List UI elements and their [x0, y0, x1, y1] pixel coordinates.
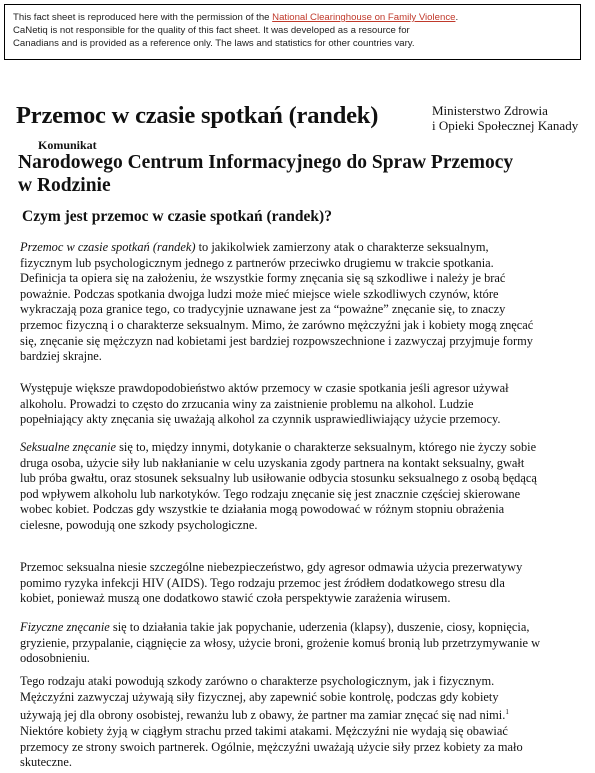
page-title: Przemoc w czasie spotkań (randek)	[16, 102, 379, 129]
ministry-name: Ministerstwo Zdrowia i Opieki Społecznej Kanady	[432, 103, 579, 133]
disclaimer-box	[4, 4, 581, 60]
komunikat-label: Komunikat	[38, 138, 97, 152]
page-subtitle: Narodowego Centrum Informacyjnego do Spraw Przemocy w Rodzinie	[18, 152, 514, 196]
paragraph-sexual-abuse: Seksualne znęcanie się to, między innymi, dotykanie o charakterze seksualnym, którego nie życzy sobie druga osoba, użycie siły lub nakłanianie w celu uzyskania zgody partnera na kontakt seksualny, gwałt lub próba gwałtu, oraz stosunek seksualny lub usiłowanie odbycia stosunku seksualnego z osobą będącą pod wpływem alkoholu lub narkotyków. Tego rodzaju znęcanie się jest znacznie częściej skierowane wobec kobiet. Podczas gdy wszystkie te działania mogą powodować w różnym stopniu obrażenia cielesne, powodują one szkody psychologiczne.	[20, 440, 537, 532]
section-heading: Czym jest przemoc w czasie spotkań (randek)?	[22, 208, 332, 225]
clearinghouse-link[interactable]: National Clearinghouse on Family Violence	[272, 12, 456, 23]
footnote-marker: 1	[505, 708, 509, 717]
disclaimer-line-1: This fact sheet is reproduced here with the permission of the National Clearinghouse on Family Violence.	[13, 12, 459, 23]
paragraph-alcohol: Występuje większe prawdopodobieństwo aktów przemocy w czasie spotkania jeśli agresor używał alkoholu. Prowadzi to często do zrzucania winy za zaistnienie problemu na alkohol. Ludzie popełniający akty znęcania się uważają alkohol za czynnik usprawiedliwiający użycie przemocy.	[20, 381, 509, 427]
paragraph-definition: Przemoc w czasie spotkań (randek) to jakikolwiek zamierzony atak o charakterze seksualnym, fizycznym lub psychologicznym jednego z partnerów przeciwko drugiemu w trakcie spotkania. Definicja ta opiera się na założeniu, że wszystkie formy znęcania się są szkodliwe i należy je brać poważnie. Podczas spotkania dwojga ludzi może mieć miejsce wiele szkodliwych czynów, które wykraczają poza granice tego, co tradycyjnie uznawane jest za “poważne” znęcanie się, to znaczy przemoc fizyczną i o charakterze seksualnym. Mimo, że zarówno mężczyźni jak i kobiety mogą znęcać się, znęcanie się mężczyzn nad kobietami jest bardziej rozpowszechnione i zazwyczaj przyjmuje formy bardziej skrajne.	[20, 240, 534, 364]
disclaimer-line-3: Canadians and is provided as a reference only. The laws and statistics for other countries vary.	[13, 38, 415, 49]
paragraph-consequences: Tego rodzaju ataki powodują szkody zarówno o charakterze psychologicznym, jak i fizycznym. Mężczyźni zazwyczaj używają siły fizycznej, aby zapewnić sobie kontrolę, podczas gdy kobiety używają jej dla obrony osobistej, rewanżu lub z obawy, że partner ma zamiar znęcać się nad nimi.$^1$ Niektóre kobiety żyją w ciągłym strachu przed takimi atakami. Mężczyźni nie wydają się obawiać przemocy ze strony swoich partnerek. Ogólnie, mężczyźni uważają użycie siły przez kobiety za mało skuteczne.	[20, 674, 523, 770]
paragraph-hiv-risk: Przemoc seksualna niesie szczególne niebezpieczeństwo, gdy agresor odmawia użycia prezerwatywy pomimo ryzyka infekcji HIV (AIDS). Tego rodzaju przemoc jest źródłem dodatkowego stresu dla kobiet, ponieważ muszą one dodatkowo stawić czoła perspektywie zarażenia wirusem.	[20, 560, 523, 606]
paragraph-physical-abuse: Fizyczne znęcanie się to działania takie jak popychanie, uderzenia (klapsy), duszenie, ciosy, kopnięcia, gryzienie, przypalanie, ciągnięcie za włosy, użycie broni, grożenie komuś bronią lub przetrzymywanie w odosobnieniu.	[20, 620, 541, 666]
disclaimer-line-2: CaNetiq is not responsible for the quality of this fact sheet. It was developed as a resource for	[13, 25, 410, 36]
